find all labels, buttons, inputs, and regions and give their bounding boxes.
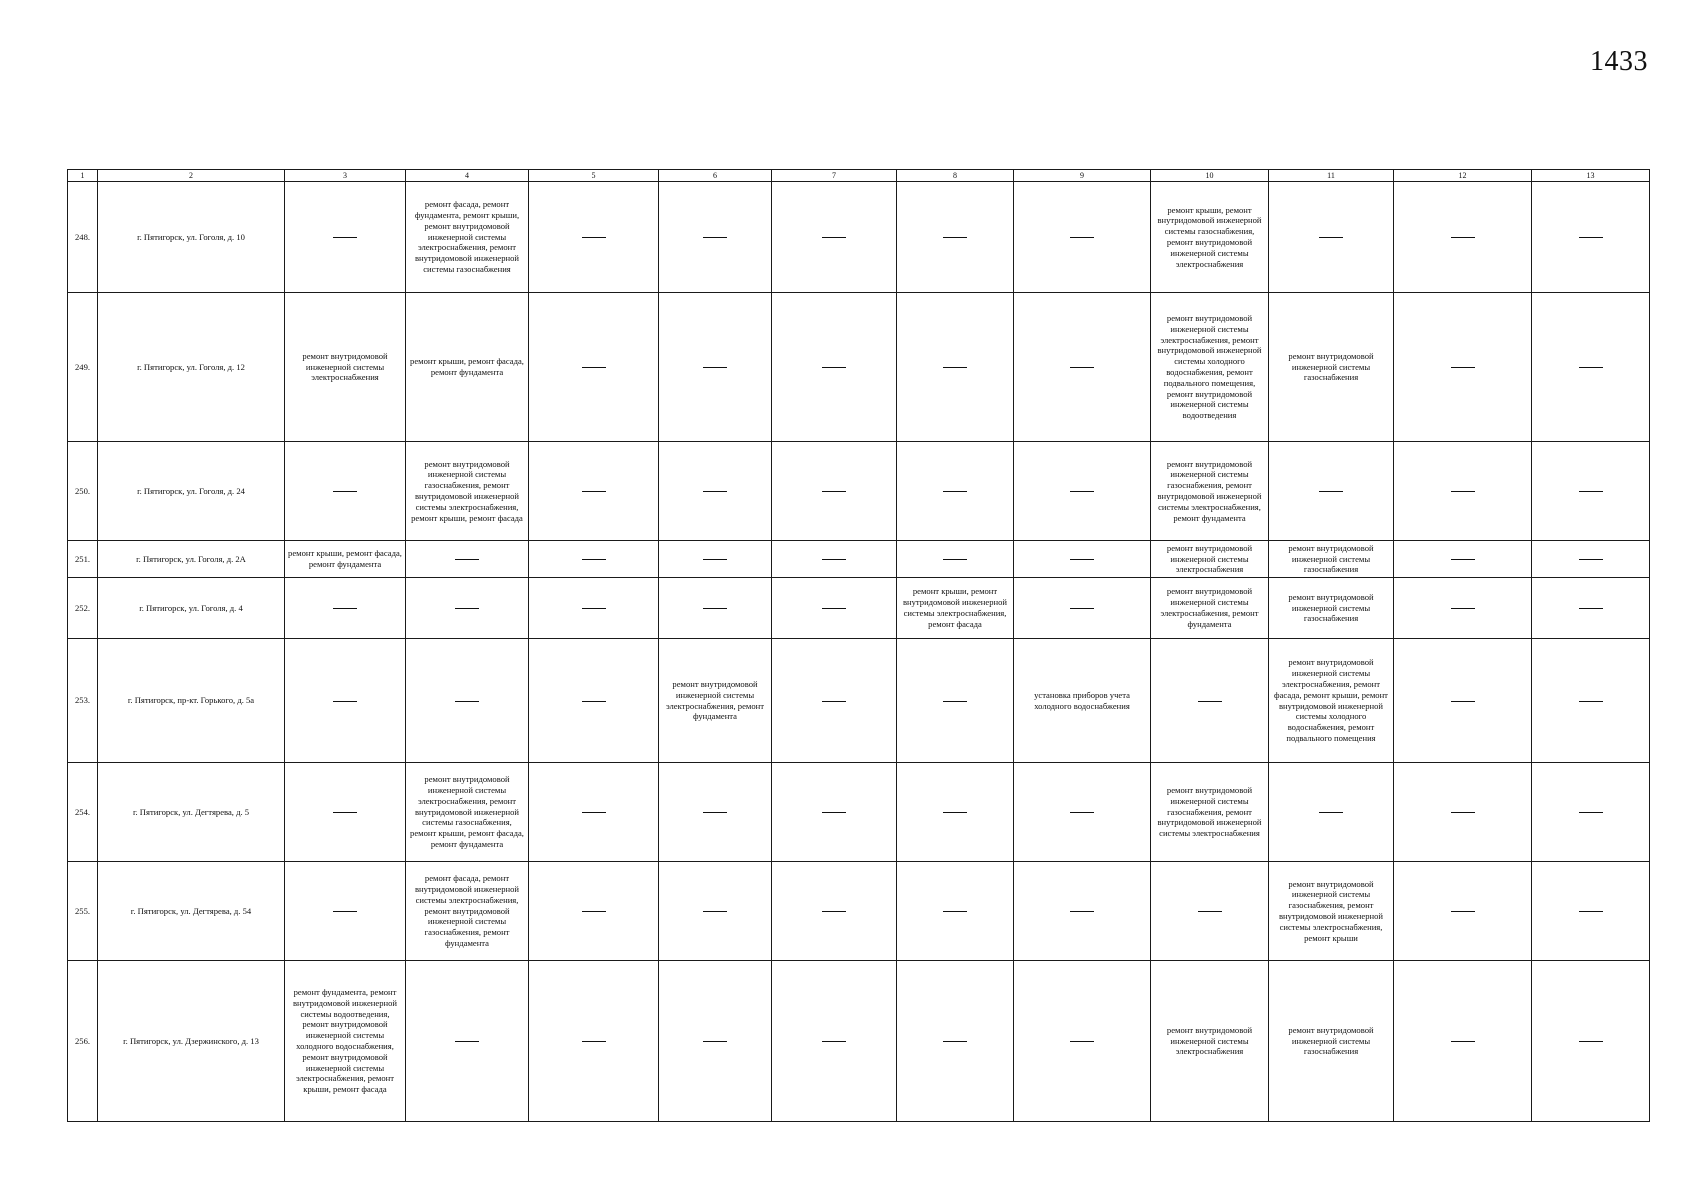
work-description-cell: ремонт фундамента, ремонт внутридомовой инженерной системы водоотведения, ремонт внутридомовой инженерной системы холодного водоснабжения, ремонт внутридомовой инженерной системы электроснабжения, ремонт крыши, ремонт фасада [285,961,406,1122]
column-number-10: 10 [1151,170,1269,182]
column-number-11: 11 [1269,170,1394,182]
empty-cell-dash [772,182,897,293]
empty-cell-dash [772,961,897,1122]
address-cell: г. Пятигорск, пр-кт. Горького, д. 5а [98,639,285,763]
table-row [68,541,1650,578]
dash-mark [1070,608,1094,609]
dash-mark [1451,559,1475,560]
dash-mark [822,608,846,609]
dash-mark [822,367,846,368]
work-description-cell: ремонт внутридомовой инженерной системы газоснабжения [1269,961,1394,1122]
empty-cell-dash [659,293,772,442]
dash-mark [1579,237,1603,238]
dash-mark [1579,559,1603,560]
row-number: 250. [68,442,98,541]
empty-cell-dash [1532,182,1650,293]
empty-cell-dash [1394,862,1532,961]
work-description-cell: ремонт внутридомовой инженерной системы электроснабжения, ремонт фасада, ремонт крыши, ремонт внутридомовой инженерной системы холодного водоснабжения, ремонт подвального помещения [1269,639,1394,763]
empty-cell-dash [1394,639,1532,763]
work-description-cell: ремонт внутридомовой инженерной системы газоснабжения [1269,578,1394,639]
empty-cell-dash [772,862,897,961]
dash-mark [943,701,967,702]
empty-cell-dash [1014,293,1151,442]
dash-mark [582,608,606,609]
address-cell: г. Пятигорск, ул. Гоголя, д. 24 [98,442,285,541]
empty-cell-dash [897,763,1014,862]
work-description-cell: установка приборов учета холодного водоснабжения [1014,639,1151,763]
work-description-cell: ремонт крыши, ремонт фасада, ремонт фундамента [406,293,529,442]
dash-mark [822,237,846,238]
address-cell: г. Пятигорск, ул. Дегтярева, д. 54 [98,862,285,961]
dash-mark [1319,491,1343,492]
work-description-cell: ремонт внутридомовой инженерной системы электроснабжения, ремонт фундамента [1151,578,1269,639]
table-row [68,639,1650,763]
dash-mark [582,701,606,702]
empty-cell-dash [1394,961,1532,1122]
empty-cell-dash [1532,763,1650,862]
empty-cell-dash [1151,862,1269,961]
repair-plan-table [67,169,1650,1122]
dash-mark [703,911,727,912]
empty-cell-dash [897,639,1014,763]
dash-mark [1070,812,1094,813]
empty-cell-dash [1269,182,1394,293]
empty-cell-dash [772,763,897,862]
empty-cell-dash [285,182,406,293]
dash-mark [943,367,967,368]
column-number-6: 6 [659,170,772,182]
dash-mark [1198,911,1222,912]
dash-mark [943,559,967,560]
empty-cell-dash [529,182,659,293]
empty-cell-dash [1014,442,1151,541]
empty-cell-dash [529,862,659,961]
column-number-7: 7 [772,170,897,182]
dash-mark [333,491,357,492]
dash-mark [1070,491,1094,492]
dash-mark [1579,367,1603,368]
dash-mark [333,701,357,702]
empty-cell-dash [1014,862,1151,961]
empty-cell-dash [1394,541,1532,578]
empty-cell-dash [406,639,529,763]
empty-cell-dash [1532,862,1650,961]
address-cell: г. Пятигорск, ул. Гоголя, д. 12 [98,293,285,442]
empty-cell-dash [285,442,406,541]
dash-mark [1451,608,1475,609]
table-row [68,862,1650,961]
work-description-cell: ремонт внутридомовой инженерной системы электроснабжения [1151,541,1269,578]
page-number: 1433 [1590,46,1648,77]
empty-cell-dash [1532,639,1650,763]
row-number: 256. [68,961,98,1122]
empty-cell-dash [897,862,1014,961]
empty-cell-dash [1532,541,1650,578]
empty-cell-dash [1394,763,1532,862]
dash-mark [703,237,727,238]
column-number-9: 9 [1014,170,1151,182]
dash-mark [1451,812,1475,813]
address-cell: г. Пятигорск, ул. Дзержинского, д. 13 [98,961,285,1122]
work-description-cell: ремонт крыши, ремонт внутридомовой инженерной системы газоснабжения, ремонт внутридомовой инженерной системы электроснабжения [1151,182,1269,293]
dash-mark [1319,812,1343,813]
table-row [68,763,1650,862]
column-number-2: 2 [98,170,285,182]
dash-mark [455,1041,479,1042]
work-description-cell: ремонт крыши, ремонт внутридомовой инженерной системы электроснабжения, ремонт фасада [897,578,1014,639]
dash-mark [1579,701,1603,702]
dash-mark [333,237,357,238]
dash-mark [703,608,727,609]
empty-cell-dash [1269,442,1394,541]
work-description-cell: ремонт внутридомовой инженерной системы газоснабжения, ремонт внутридомовой инженерной системы электроснабжения, ремонт крыши [1269,862,1394,961]
dash-mark [703,1041,727,1042]
dash-mark [1579,812,1603,813]
empty-cell-dash [772,578,897,639]
row-number: 248. [68,182,98,293]
row-number: 249. [68,293,98,442]
empty-cell-dash [1151,639,1269,763]
dash-mark [943,911,967,912]
empty-cell-dash [529,541,659,578]
work-description-cell: ремонт внутридомовой инженерной системы электроснабжения, ремонт внутридомовой инженерной системы холодного водоснабжения, ремонт подвального помещения, ремонт внутридомовой инженерной системы водоотведения [1151,293,1269,442]
work-description-cell: ремонт внутридомовой инженерной системы газоснабжения [1269,541,1394,578]
empty-cell-dash [1394,442,1532,541]
empty-cell-dash [285,578,406,639]
empty-cell-dash [1014,541,1151,578]
empty-cell-dash [1014,763,1151,862]
dash-mark [1070,367,1094,368]
row-number: 253. [68,639,98,763]
column-number-12: 12 [1394,170,1532,182]
dash-mark [1198,701,1222,702]
dash-mark [1579,491,1603,492]
empty-cell-dash [1532,293,1650,442]
dash-mark [703,367,727,368]
dash-mark [582,812,606,813]
empty-cell-dash [1014,961,1151,1122]
work-description-cell: ремонт фасада, ремонт внутридомовой инженерной системы электроснабжения, ремонт внутридомовой инженерной системы газоснабжения, ремонт фундамента [406,862,529,961]
table-row [68,293,1650,442]
dash-mark [822,812,846,813]
empty-cell-dash [1394,293,1532,442]
table-body [68,170,1650,1122]
table-row [68,182,1650,293]
empty-cell-dash [897,182,1014,293]
empty-cell-dash [1394,182,1532,293]
empty-cell-dash [1269,763,1394,862]
dash-mark [1319,237,1343,238]
empty-cell-dash [897,442,1014,541]
column-number-13: 13 [1532,170,1650,182]
column-number-row [68,170,1650,182]
work-description-cell: ремонт внутридомовой инженерной системы газоснабжения [1269,293,1394,442]
column-number-8: 8 [897,170,1014,182]
empty-cell-dash [406,961,529,1122]
address-cell: г. Пятигорск, ул. Гоголя, д. 10 [98,182,285,293]
row-number: 255. [68,862,98,961]
dash-mark [1451,491,1475,492]
column-number-4: 4 [406,170,529,182]
dash-mark [943,1041,967,1042]
empty-cell-dash [659,862,772,961]
empty-cell-dash [1394,578,1532,639]
empty-cell-dash [897,961,1014,1122]
empty-cell-dash [659,961,772,1122]
dash-mark [333,911,357,912]
dash-mark [1579,911,1603,912]
dash-mark [1451,367,1475,368]
empty-cell-dash [529,639,659,763]
empty-cell-dash [659,541,772,578]
dash-mark [455,701,479,702]
dash-mark [703,559,727,560]
column-number-1: 1 [68,170,98,182]
dash-mark [822,1041,846,1042]
work-description-cell: ремонт внутридомовой инженерной системы газоснабжения, ремонт внутридомовой инженерной системы электроснабжения [1151,763,1269,862]
address-cell: г. Пятигорск, ул. Гоголя, д. 2А [98,541,285,578]
empty-cell-dash [529,763,659,862]
empty-cell-dash [772,541,897,578]
row-number: 254. [68,763,98,862]
dash-mark [455,608,479,609]
address-cell: г. Пятигорск, ул. Гоголя, д. 4 [98,578,285,639]
empty-cell-dash [897,293,1014,442]
empty-cell-dash [285,763,406,862]
dash-mark [1451,911,1475,912]
row-number: 252. [68,578,98,639]
column-number-5: 5 [529,170,659,182]
dash-mark [582,911,606,912]
empty-cell-dash [1532,578,1650,639]
table-row [68,961,1650,1122]
dash-mark [582,559,606,560]
empty-cell-dash [285,639,406,763]
dash-mark [1070,237,1094,238]
dash-mark [703,812,727,813]
dash-mark [1451,701,1475,702]
empty-cell-dash [659,763,772,862]
dash-mark [943,812,967,813]
empty-cell-dash [285,862,406,961]
dash-mark [822,491,846,492]
dash-mark [455,559,479,560]
work-description-cell: ремонт внутридомовой инженерной системы электроснабжения, ремонт внутридомовой инженерной системы газоснабжения, ремонт крыши, ремонт фасада, ремонт фундамента [406,763,529,862]
dash-mark [582,367,606,368]
empty-cell-dash [772,442,897,541]
dash-mark [1579,1041,1603,1042]
work-description-cell: ремонт внутридомовой инженерной системы газоснабжения, ремонт внутридомовой инженерной системы электроснабжения, ремонт крыши, ремонт фасада [406,442,529,541]
dash-mark [582,1041,606,1042]
dash-mark [822,559,846,560]
empty-cell-dash [529,961,659,1122]
dash-mark [582,491,606,492]
dash-mark [333,608,357,609]
address-cell: г. Пятигорск, ул. Дегтярева, д. 5 [98,763,285,862]
empty-cell-dash [659,442,772,541]
work-description-cell: ремонт внутридомовой инженерной системы электроснабжения [1151,961,1269,1122]
empty-cell-dash [1532,442,1650,541]
empty-cell-dash [529,578,659,639]
empty-cell-dash [1532,961,1650,1122]
empty-cell-dash [406,541,529,578]
dash-mark [822,701,846,702]
dash-mark [943,237,967,238]
work-description-cell: ремонт крыши, ремонт фасада, ремонт фундамента [285,541,406,578]
dash-mark [1579,608,1603,609]
dash-mark [1070,559,1094,560]
dash-mark [1070,1041,1094,1042]
dash-mark [822,911,846,912]
table-row [68,578,1650,639]
empty-cell-dash [529,293,659,442]
dash-mark [943,491,967,492]
empty-cell-dash [659,578,772,639]
dash-mark [1451,237,1475,238]
work-description-cell: ремонт внутридомовой инженерной системы электроснабжения, ремонт фундамента [659,639,772,763]
dash-mark [1070,911,1094,912]
dash-mark [333,812,357,813]
table-row [68,442,1650,541]
work-description-cell: ремонт внутридомовой инженерной системы газоснабжения, ремонт внутридомовой инженерной системы электроснабжения, ремонт фундамента [1151,442,1269,541]
empty-cell-dash [659,182,772,293]
empty-cell-dash [406,578,529,639]
row-number: 251. [68,541,98,578]
empty-cell-dash [772,293,897,442]
empty-cell-dash [1014,578,1151,639]
work-description-cell: ремонт внутридомовой инженерной системы электроснабжения [285,293,406,442]
dash-mark [582,237,606,238]
dash-mark [703,491,727,492]
column-number-3: 3 [285,170,406,182]
empty-cell-dash [897,541,1014,578]
dash-mark [1451,1041,1475,1042]
empty-cell-dash [529,442,659,541]
work-description-cell: ремонт фасада, ремонт фундамента, ремонт крыши, ремонт внутридомовой инженерной системы электроснабжения, ремонт внутридомовой инженерной системы газоснабжения [406,182,529,293]
empty-cell-dash [1014,182,1151,293]
empty-cell-dash [772,639,897,763]
